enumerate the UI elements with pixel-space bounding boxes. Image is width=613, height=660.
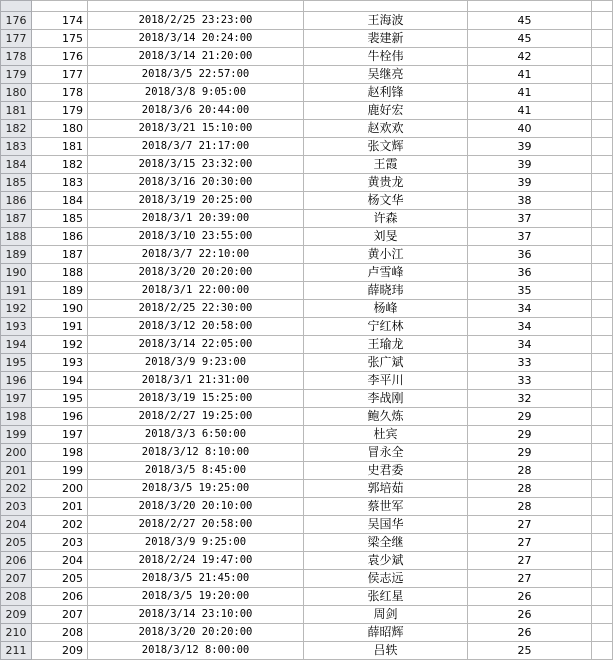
cell-empty[interactable] — [592, 408, 613, 426]
cell-name[interactable]: 李战刚 — [304, 390, 468, 408]
table-row — [1, 120, 613, 138]
row-header[interactable]: 188 — [1, 228, 32, 246]
row-header[interactable]: 195 — [1, 354, 32, 372]
cell-name[interactable]: 王海波 — [304, 12, 468, 30]
row-header[interactable] — [1, 1, 32, 12]
cell-score[interactable]: 45 — [468, 12, 592, 30]
row-header[interactable]: 186 — [1, 192, 32, 210]
row-header[interactable]: 193 — [1, 318, 32, 336]
cell-empty[interactable] — [592, 318, 613, 336]
cell-name[interactable]: 许森 — [304, 210, 468, 228]
cell-number[interactable]: 194 — [32, 372, 88, 390]
cell-time[interactable]: 2018/3/3 6:50:00 — [88, 426, 304, 444]
cell-number[interactable]: 201 — [32, 498, 88, 516]
cell-name[interactable]: 张广斌 — [304, 354, 468, 372]
table-row — [1, 390, 613, 408]
cell-name[interactable]: 侯志远 — [304, 570, 468, 588]
row-header[interactable]: 206 — [1, 552, 32, 570]
cell-name[interactable]: 袁少斌 — [304, 552, 468, 570]
cell-name[interactable]: 张红星 — [304, 588, 468, 606]
cell-empty[interactable] — [592, 192, 613, 210]
row-header[interactable]: 182 — [1, 120, 32, 138]
cell-number[interactable]: 203 — [32, 534, 88, 552]
cell-empty[interactable] — [592, 66, 613, 84]
cell-name[interactable]: 鲍久炼 — [304, 408, 468, 426]
cell-time[interactable]: 2018/3/1 22:00:00 — [88, 282, 304, 300]
cell-time[interactable]: 2018/3/16 20:30:00 — [88, 174, 304, 192]
table-row — [1, 444, 613, 462]
cell-number[interactable]: 192 — [32, 336, 88, 354]
row-header[interactable]: 177 — [1, 30, 32, 48]
cell-name[interactable]: 杨峰 — [304, 300, 468, 318]
table-row — [1, 552, 613, 570]
cell-time[interactable]: 2018/3/10 23:55:00 — [88, 228, 304, 246]
cell-number[interactable]: 189 — [32, 282, 88, 300]
table-row — [1, 246, 613, 264]
row-header[interactable]: 201 — [1, 462, 32, 480]
row-header[interactable]: 208 — [1, 588, 32, 606]
table-row — [1, 174, 613, 192]
cell-score[interactable]: 34 — [468, 318, 592, 336]
partial-top-row — [1, 1, 613, 12]
cell-name[interactable]: 刘旻 — [304, 228, 468, 246]
cell-empty[interactable] — [592, 444, 613, 462]
cell-name[interactable]: 赵利锋 — [304, 84, 468, 102]
cell-name[interactable]: 黄贵龙 — [304, 174, 468, 192]
cell-number[interactable]: 181 — [32, 138, 88, 156]
cell-name[interactable]: 冒永全 — [304, 444, 468, 462]
table-row — [1, 534, 613, 552]
table-row — [1, 336, 613, 354]
cell-empty[interactable] — [592, 102, 613, 120]
cell-score[interactable]: 26 — [468, 624, 592, 642]
cell-empty[interactable] — [592, 462, 613, 480]
cell-time[interactable]: 2018/3/12 20:58:00 — [88, 318, 304, 336]
cell-time[interactable]: 2018/2/24 19:47:00 — [88, 552, 304, 570]
cell-number[interactable]: 207 — [32, 606, 88, 624]
cell-name[interactable]: 周剑 — [304, 606, 468, 624]
cell-number[interactable]: 175 — [32, 30, 88, 48]
cell-empty[interactable] — [592, 480, 613, 498]
cell-score[interactable]: 41 — [468, 84, 592, 102]
cell-empty[interactable] — [592, 300, 613, 318]
cell-name[interactable]: 杜宾 — [304, 426, 468, 444]
row-header[interactable]: 200 — [1, 444, 32, 462]
cell-score[interactable]: 38 — [468, 192, 592, 210]
cell-time[interactable]: 2018/2/25 23:23:00 — [88, 12, 304, 30]
cell-time[interactable]: 2018/3/20 20:20:00 — [88, 624, 304, 642]
cell-time[interactable]: 2018/3/19 20:25:00 — [88, 192, 304, 210]
cell-score[interactable]: 42 — [468, 48, 592, 66]
table-row — [1, 570, 613, 588]
cell-time[interactable]: 2018/3/7 22:10:00 — [88, 246, 304, 264]
table-row — [1, 156, 613, 174]
cell-time[interactable]: 2018/3/1 21:31:00 — [88, 372, 304, 390]
cell-time[interactable]: 2018/3/20 20:10:00 — [88, 498, 304, 516]
cell-empty[interactable] — [592, 426, 613, 444]
cell-time[interactable]: 2018/3/15 23:32:00 — [88, 156, 304, 174]
cell-score[interactable]: 27 — [468, 516, 592, 534]
cell-number[interactable]: 188 — [32, 264, 88, 282]
cell-name[interactable]: 牛栓伟 — [304, 48, 468, 66]
row-header[interactable]: 192 — [1, 300, 32, 318]
cell-empty[interactable] — [592, 156, 613, 174]
cell-score[interactable]: 26 — [468, 606, 592, 624]
cell-score[interactable]: 27 — [468, 552, 592, 570]
cell-time[interactable] — [88, 1, 304, 12]
table-row — [1, 102, 613, 120]
row-header[interactable]: 204 — [1, 516, 32, 534]
cell-name[interactable]: 吴继亮 — [304, 66, 468, 84]
table-body — [1, 1, 613, 660]
row-header[interactable]: 190 — [1, 264, 32, 282]
cell-time[interactable]: 2018/3/5 21:45:00 — [88, 570, 304, 588]
cell-score[interactable]: 45 — [468, 30, 592, 48]
cell-time[interactable]: 2018/3/5 19:20:00 — [88, 588, 304, 606]
cell-time[interactable]: 2018/3/20 20:20:00 — [88, 264, 304, 282]
cell-empty[interactable] — [592, 570, 613, 588]
cell-empty[interactable] — [592, 336, 613, 354]
cell-empty[interactable] — [592, 372, 613, 390]
cell-empty[interactable] — [592, 606, 613, 624]
cell-score[interactable]: 29 — [468, 408, 592, 426]
cell-score[interactable]: 27 — [468, 570, 592, 588]
cell-score[interactable]: 37 — [468, 228, 592, 246]
table-row — [1, 48, 613, 66]
cell-number[interactable]: 187 — [32, 246, 88, 264]
cell-empty[interactable] — [592, 354, 613, 372]
cell-score[interactable]: 37 — [468, 210, 592, 228]
cell-empty[interactable] — [592, 282, 613, 300]
cell-name[interactable]: 郭培茹 — [304, 480, 468, 498]
cell-empty[interactable] — [592, 390, 613, 408]
cell-time[interactable]: 2018/3/14 21:20:00 — [88, 48, 304, 66]
row-header[interactable]: 210 — [1, 624, 32, 642]
table-row — [1, 498, 613, 516]
cell-time[interactable]: 2018/3/6 20:44:00 — [88, 102, 304, 120]
cell-empty[interactable] — [592, 1, 613, 12]
row-header[interactable]: 197 — [1, 390, 32, 408]
table-row — [1, 300, 613, 318]
cell-score[interactable]: 34 — [468, 300, 592, 318]
cell-number[interactable]: 176 — [32, 48, 88, 66]
cell-name[interactable]: 裴建新 — [304, 30, 468, 48]
cell-empty[interactable] — [592, 84, 613, 102]
cell-empty[interactable] — [592, 174, 613, 192]
cell-score[interactable]: 39 — [468, 174, 592, 192]
cell-score[interactable]: 39 — [468, 138, 592, 156]
cell-number[interactable]: 191 — [32, 318, 88, 336]
table-row — [1, 12, 613, 30]
cell-score[interactable]: 26 — [468, 588, 592, 606]
cell-name[interactable]: 杨文华 — [304, 192, 468, 210]
table-row — [1, 282, 613, 300]
cell-name[interactable]: 薛晓玮 — [304, 282, 468, 300]
table-row — [1, 516, 613, 534]
cell-number[interactable]: 182 — [32, 156, 88, 174]
cell-time[interactable]: 2018/3/5 19:25:00 — [88, 480, 304, 498]
cell-name[interactable]: 史君委 — [304, 462, 468, 480]
table-row — [1, 84, 613, 102]
cell-empty[interactable] — [592, 30, 613, 48]
cell-score[interactable]: 28 — [468, 480, 592, 498]
cell-number[interactable]: 174 — [32, 12, 88, 30]
cell-name[interactable]: 梁全继 — [304, 534, 468, 552]
row-header[interactable]: 196 — [1, 372, 32, 390]
cell-number[interactable]: 179 — [32, 102, 88, 120]
cell-time[interactable]: 2018/3/14 23:10:00 — [88, 606, 304, 624]
cell-empty[interactable] — [592, 642, 613, 660]
cell-name[interactable]: 赵欢欢 — [304, 120, 468, 138]
cell-number[interactable]: 186 — [32, 228, 88, 246]
row-header[interactable]: 180 — [1, 84, 32, 102]
cell-score[interactable]: 41 — [468, 66, 592, 84]
row-header[interactable]: 179 — [1, 66, 32, 84]
cell-time[interactable]: 2018/3/8 9:05:00 — [88, 84, 304, 102]
cell-score[interactable]: 36 — [468, 246, 592, 264]
cell-name[interactable]: 吴国华 — [304, 516, 468, 534]
cell-name[interactable] — [304, 1, 468, 12]
cell-number[interactable]: 198 — [32, 444, 88, 462]
cell-number[interactable]: 177 — [32, 66, 88, 84]
cell-number[interactable]: 204 — [32, 552, 88, 570]
table-row — [1, 30, 613, 48]
cell-score[interactable]: 29 — [468, 444, 592, 462]
cell-score[interactable]: 36 — [468, 264, 592, 282]
table-row — [1, 606, 613, 624]
cell-empty[interactable] — [592, 552, 613, 570]
cell-score[interactable]: 35 — [468, 282, 592, 300]
row-header[interactable]: 176 — [1, 12, 32, 30]
cell-number[interactable]: 200 — [32, 480, 88, 498]
row-header[interactable]: 184 — [1, 156, 32, 174]
cell-empty[interactable] — [592, 534, 613, 552]
cell-time[interactable]: 2018/2/27 20:58:00 — [88, 516, 304, 534]
cell-empty[interactable] — [592, 12, 613, 30]
table-row — [1, 192, 613, 210]
cell-score[interactable]: 39 — [468, 156, 592, 174]
cell-score[interactable]: 34 — [468, 336, 592, 354]
cell-name[interactable]: 李平川 — [304, 372, 468, 390]
row-header[interactable]: 209 — [1, 606, 32, 624]
cell-time[interactable]: 2018/3/14 20:24:00 — [88, 30, 304, 48]
cell-number[interactable]: 183 — [32, 174, 88, 192]
cell-name[interactable]: 卢雪峰 — [304, 264, 468, 282]
table-row — [1, 372, 613, 390]
table-row — [1, 408, 613, 426]
table-row — [1, 462, 613, 480]
row-header[interactable]: 207 — [1, 570, 32, 588]
cell-name[interactable]: 宁红林 — [304, 318, 468, 336]
row-header[interactable]: 199 — [1, 426, 32, 444]
cell-number[interactable] — [32, 1, 88, 12]
cell-empty[interactable] — [592, 228, 613, 246]
row-header[interactable]: 183 — [1, 138, 32, 156]
cell-empty[interactable] — [592, 246, 613, 264]
row-header[interactable]: 187 — [1, 210, 32, 228]
cell-empty[interactable] — [592, 210, 613, 228]
cell-name[interactable]: 蔡世军 — [304, 498, 468, 516]
cell-name[interactable]: 王瑜龙 — [304, 336, 468, 354]
cell-score[interactable]: 25 — [468, 642, 592, 660]
cell-number[interactable]: 205 — [32, 570, 88, 588]
cell-number[interactable]: 197 — [32, 426, 88, 444]
cell-number[interactable]: 195 — [32, 390, 88, 408]
cell-number[interactable]: 185 — [32, 210, 88, 228]
cell-number[interactable]: 206 — [32, 588, 88, 606]
table-row — [1, 138, 613, 156]
cell-score[interactable]: 32 — [468, 390, 592, 408]
cell-empty[interactable] — [592, 588, 613, 606]
row-header[interactable]: 205 — [1, 534, 32, 552]
cell-time[interactable]: 2018/3/9 9:23:00 — [88, 354, 304, 372]
cell-time[interactable]: 2018/3/5 22:57:00 — [88, 66, 304, 84]
cell-name[interactable]: 鹿好宏 — [304, 102, 468, 120]
cell-time[interactable]: 2018/3/12 8:10:00 — [88, 444, 304, 462]
cell-time[interactable]: 2018/3/12 8:00:00 — [88, 642, 304, 660]
cell-empty[interactable] — [592, 48, 613, 66]
row-header[interactable]: 181 — [1, 102, 32, 120]
table-row — [1, 228, 613, 246]
cell-number[interactable]: 208 — [32, 624, 88, 642]
cell-empty[interactable] — [592, 498, 613, 516]
row-header[interactable]: 202 — [1, 480, 32, 498]
cell-score[interactable]: 41 — [468, 102, 592, 120]
row-header[interactable]: 203 — [1, 498, 32, 516]
cell-time[interactable]: 2018/3/9 9:25:00 — [88, 534, 304, 552]
cell-number[interactable]: 190 — [32, 300, 88, 318]
cell-score[interactable] — [468, 1, 592, 12]
cell-score[interactable]: 27 — [468, 534, 592, 552]
table-row — [1, 354, 613, 372]
cell-score[interactable]: 33 — [468, 372, 592, 390]
cell-name[interactable]: 王霞 — [304, 156, 468, 174]
cell-name[interactable]: 吕轶 — [304, 642, 468, 660]
cell-time[interactable]: 2018/3/21 15:10:00 — [88, 120, 304, 138]
row-header[interactable]: 194 — [1, 336, 32, 354]
cell-number[interactable]: 199 — [32, 462, 88, 480]
cell-time[interactable]: 2018/2/25 22:30:00 — [88, 300, 304, 318]
cell-score[interactable]: 29 — [468, 426, 592, 444]
table-row — [1, 624, 613, 642]
cell-score[interactable]: 28 — [468, 498, 592, 516]
row-header[interactable]: 178 — [1, 48, 32, 66]
cell-score[interactable]: 28 — [468, 462, 592, 480]
cell-empty[interactable] — [592, 120, 613, 138]
cell-number[interactable]: 184 — [32, 192, 88, 210]
row-header[interactable]: 211 — [1, 642, 32, 660]
table-row — [1, 264, 613, 282]
cell-time[interactable]: 2018/2/27 19:25:00 — [88, 408, 304, 426]
cell-number[interactable]: 180 — [32, 120, 88, 138]
cell-time[interactable]: 2018/3/7 21:17:00 — [88, 138, 304, 156]
cell-name[interactable]: 黄小江 — [304, 246, 468, 264]
cell-number[interactable]: 209 — [32, 642, 88, 660]
table-row — [1, 66, 613, 84]
row-header[interactable]: 198 — [1, 408, 32, 426]
table-row — [1, 318, 613, 336]
table-row — [1, 480, 613, 498]
row-header[interactable]: 185 — [1, 174, 32, 192]
cell-score[interactable]: 33 — [468, 354, 592, 372]
cell-empty[interactable] — [592, 264, 613, 282]
cell-empty[interactable] — [592, 138, 613, 156]
table-row — [1, 642, 613, 660]
cell-number[interactable]: 193 — [32, 354, 88, 372]
table-row — [1, 426, 613, 444]
row-header[interactable]: 189 — [1, 246, 32, 264]
table-row — [1, 210, 613, 228]
row-header[interactable]: 191 — [1, 282, 32, 300]
table-row — [1, 588, 613, 606]
cell-number[interactable]: 202 — [32, 516, 88, 534]
cell-empty[interactable] — [592, 624, 613, 642]
cell-number[interactable]: 196 — [32, 408, 88, 426]
cell-empty[interactable] — [592, 516, 613, 534]
cell-time[interactable]: 2018/3/14 22:05:00 — [88, 336, 304, 354]
cell-name[interactable]: 张文辉 — [304, 138, 468, 156]
cell-number[interactable]: 178 — [32, 84, 88, 102]
cell-time[interactable]: 2018/3/5 8:45:00 — [88, 462, 304, 480]
cell-time[interactable]: 2018/3/1 20:39:00 — [88, 210, 304, 228]
cell-name[interactable]: 薛昭辉 — [304, 624, 468, 642]
cell-time[interactable]: 2018/3/19 15:25:00 — [88, 390, 304, 408]
cell-score[interactable]: 40 — [468, 120, 592, 138]
